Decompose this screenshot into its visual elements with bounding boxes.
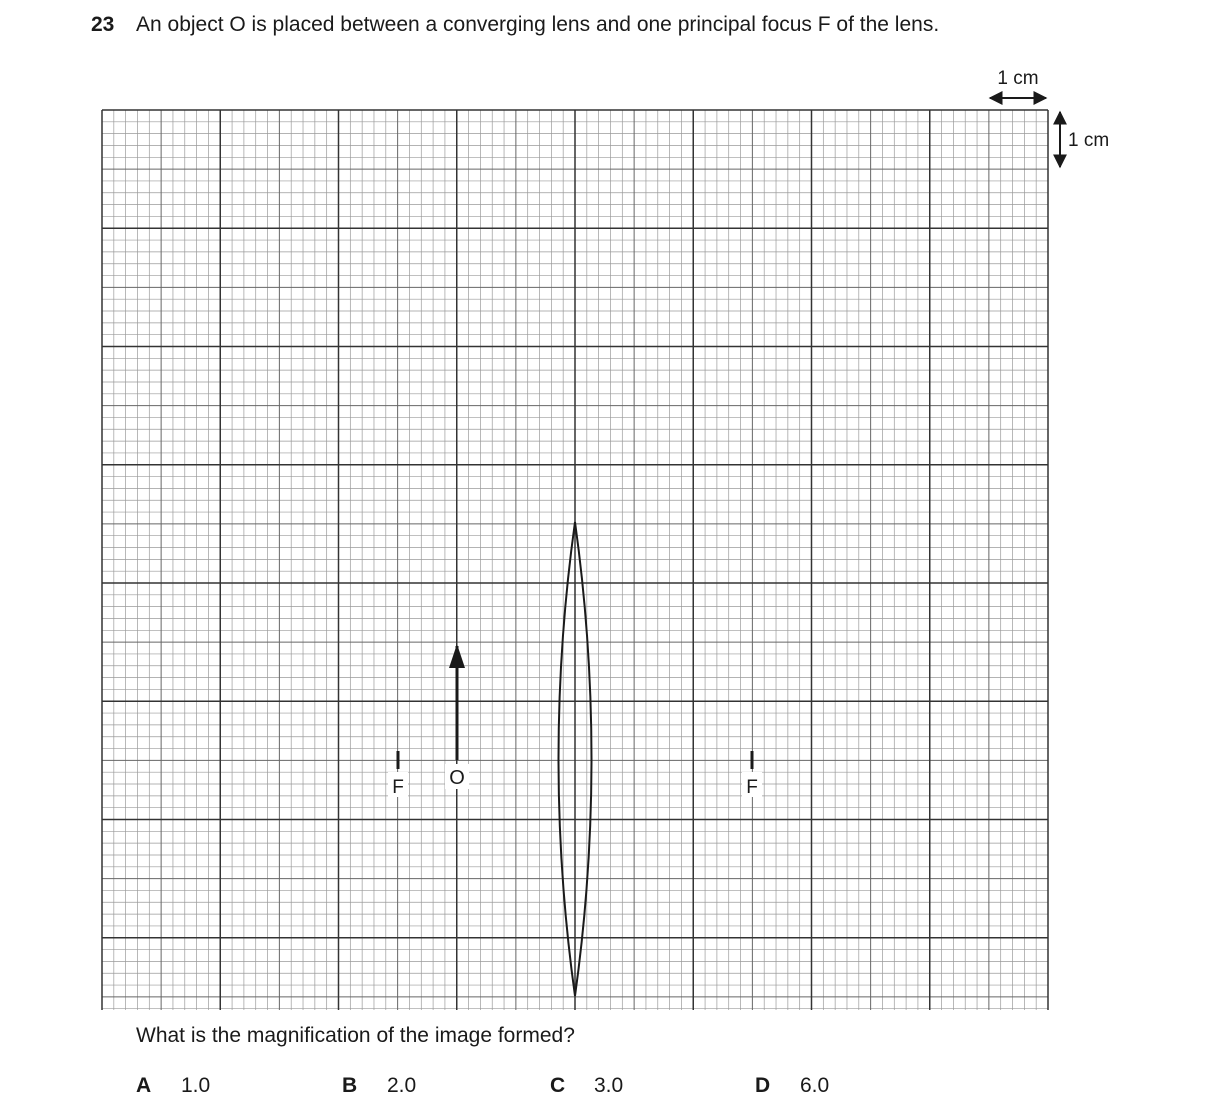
scale-horizontal-label: 1 cm [997,68,1039,89]
question-number: 23 [91,13,115,36]
object-arrowhead [449,644,465,668]
focus-right-label: F [746,777,758,798]
option-c-value: 3.0 [594,1074,624,1097]
focus-left-label: F [392,777,404,798]
object-label: O [449,767,465,789]
option-a-letter: A [136,1074,152,1097]
option-b-letter: B [342,1074,358,1097]
option-d-letter: D [755,1074,771,1097]
option-b-value: 2.0 [387,1074,417,1097]
question-text: An object O is placed between a converging lens and one principal focus F of the lens. [136,13,940,36]
question-stem: What is the magnification of the image formed? [136,1024,575,1047]
scale-vertical-label: 1 cm [1068,130,1110,151]
option-d-value: 6.0 [800,1074,830,1097]
option-a-value: 1.0 [181,1074,211,1097]
option-c-letter: C [550,1074,566,1097]
